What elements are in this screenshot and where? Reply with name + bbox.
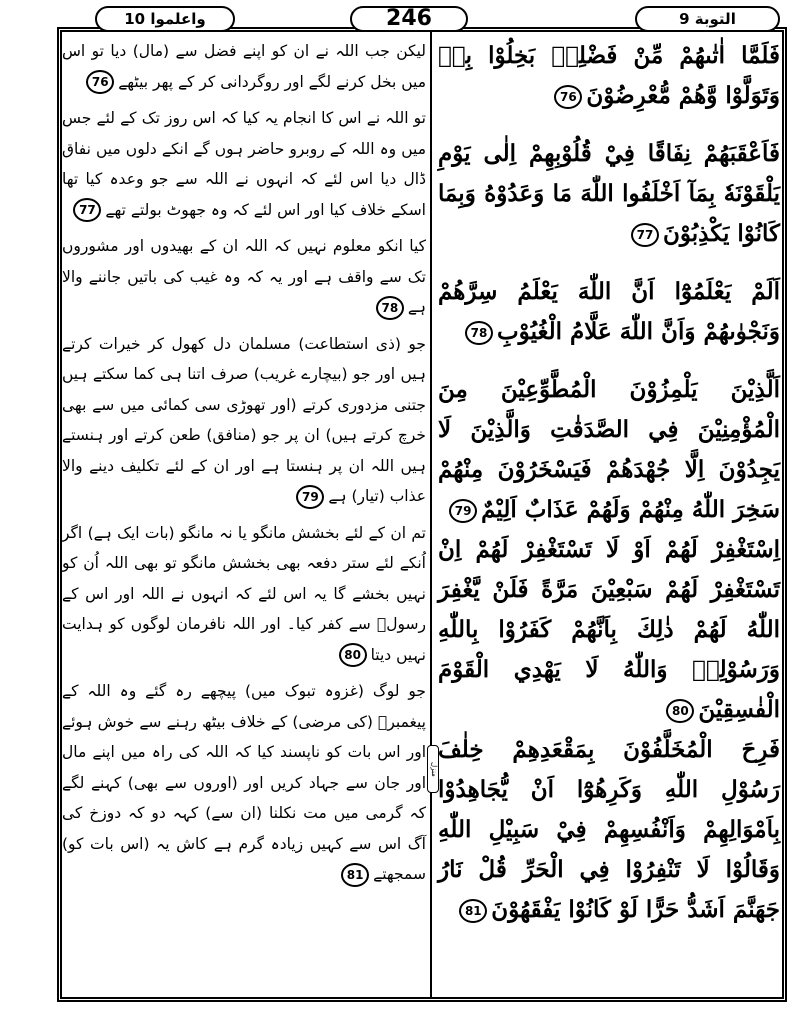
para-name-tag: واعلموا 10: [95, 6, 235, 32]
translation-text: جو (ذی استطاعت) مسلمان دل کھول کر خیرات کرتے ہیں اور جو (بیچارے غریب) صرف اتنا ہی کما سکتے ہیں جتنی مزدوری کرتے (اور تھوڑی سی کمائی میں سے بھی خرچ کرتے ہیں) ان پر جو (منافق) طعن کرتے اور ہنستے ہیں اللہ ان پر ہنستا ہے اور ان کے لئے تکلیف دینے والا عذاب (تیار) ہے: [62, 334, 426, 505]
arabic-ayah: [438, 36, 780, 116]
ayah-number-badge: 78: [376, 296, 404, 320]
ayah-text: اِسْتَغْفِرْ لَهُمْ اَوْ لَا تَسْتَغْفِرْ لَهُمْ اِنْ تَسْتَغْفِرْ لَهُمْ سَبْعِيْنَ مَرَّةً فَلَنْ يَّغْفِرَ اللّٰهُ لَهُمْ ذٰلِكَ بِاَنَّهُمْ كَفَرُوْا بِاللّٰهِ وَرَسُوْلِهٖ وَاللّٰهُ لَا يَهْدِي الْقَوْمَ الْفٰسِقِيْنَ: [438, 536, 780, 723]
ayah-number-badge: 79: [449, 499, 477, 523]
ayah-text: اَلَمْ يَعْلَمُوْٓا اَنَّ اللّٰهَ يَعْلَمُ سِرَّهُمْ وَنَجْوٰىهُمْ وَاَنَّ اللّٰهَ عَلَّامُ الْغُيُوْبِ: [438, 278, 780, 345]
arabic-column: [438, 36, 780, 930]
ayah-number-badge: 80: [666, 699, 694, 723]
ayah-number-badge: 77: [73, 198, 101, 222]
ayah-text: فَلَمَّا اٰتٰىهُمْ مِّنْ فَضْلِهٖ بَخِلُوْا بِهٖ وَتَوَلَّوْا وَّهُمْ مُّعْرِضُوْنَ: [438, 42, 780, 109]
ayah-text: فَاَعْقَبَهُمْ نِفَاقًا فِيْ قُلُوْبِهِمْ اِلٰى يَوْمِ يَلْقَوْنَهٗ بِمَآ اَخْلَفُوا اللّٰهَ مَا وَعَدُوْهُ وَبِمَا كَانُوْا يَكْذِبُوْنَ: [438, 140, 780, 247]
arabic-ayah: [438, 370, 780, 530]
urdu-translation: [62, 103, 426, 225]
ayah-number-badge: 76: [86, 70, 114, 94]
arabic-ayah: [438, 730, 780, 930]
urdu-translation: [62, 518, 426, 671]
translation-text: کیا انکو معلوم نہیں کہ اللہ ان کے بھیدوں اور مشوروں تک سے واقف ہے اور یہ کہ وہ غیب کی باتیں جاننے والا ہے: [62, 237, 426, 316]
ayah-number-badge: 80: [339, 643, 367, 667]
translation-text: لیکن جب اللہ نے ان کو اپنے فضل سے (مال) دیا تو اس میں بخل کرنے لگے اور روگردانی کر کے پھر بیٹھے: [62, 42, 426, 91]
ayah-number-badge: 78: [465, 321, 493, 345]
urdu-translation: [62, 36, 426, 97]
ayah-number-badge: 77: [631, 223, 659, 247]
manzil-mark: منزل: [427, 745, 439, 793]
arabic-ayah: [438, 530, 780, 730]
ayah-text: فَرِحَ الْمُخَلَّفُوْنَ بِمَقْعَدِهِمْ خِلٰفَ رَسُوْلِ اللّٰهِ وَكَرِهُوْٓا اَنْ يُّجَاهِدُوْا بِاَمْوَالِهِمْ وَاَنْفُسِهِمْ فِيْ سَبِيْلِ اللّٰهِ وَقَالُوْا لَا تَنْفِرُوْا فِي الْحَرِّ قُلْ نَارُ جَهَنَّمَ اَشَدُّ حَرًّا لَوْ كَانُوْا يَفْقَهُوْنَ: [438, 736, 780, 923]
page-number: 246: [350, 6, 468, 32]
ayah-number-badge: 79: [296, 485, 324, 509]
urdu-translation: [62, 231, 426, 323]
translation-text: جو لوگ (غزوہ تبوک میں) پیچھے رہ گئے وہ اللہ کے پیغمبرؐ (کی مرضی) کے خلاف بیٹھ رہنے سے خوش ہوئے اور اس بات کو ناپسند کیا کہ اللہ کی راہ میں اپنے مال اور جان سے جہاد کریں اور (اوروں سے بھی) کہنے لگے کہ گرمی میں مت نکلنا (ان سے) کہہ دو کہ دوزخ کی آگ اس سے کہیں زیادہ گرم ہے کاش یہ (اس بات کو) سمجھتے: [62, 682, 426, 883]
surah-name-tag: التوبة 9: [635, 6, 780, 32]
ayah-number-badge: 81: [459, 899, 487, 923]
column-divider: [430, 32, 432, 997]
urdu-translation: [62, 676, 426, 890]
arabic-ayah: [438, 134, 780, 254]
ayah-number-badge: 81: [341, 863, 369, 887]
translation-text: تو اللہ نے اس کا انجام یہ کیا کہ اس روز تک کے لئے جس میں وہ اللہ کے روبرو حاضر ہوں گے انکے دلوں میں نفاق ڈال دیا اس لئے کہ انہوں نے اللہ سے جو وعدہ کیا تھا اسکے خلاف کیا اور اس لئے کہ وہ جھوٹ بولتے تھے: [62, 109, 426, 219]
urdu-translation: [62, 329, 426, 512]
urdu-column: [62, 36, 426, 890]
ayah-text: اَلَّذِيْنَ يَلْمِزُوْنَ الْمُطَّوِّعِيْنَ مِنَ الْمُؤْمِنِيْنَ فِي الصَّدَقٰتِ وَالَّذِيْنَ لَا يَجِدُوْنَ اِلَّا جُهْدَهُمْ فَيَسْخَرُوْنَ مِنْهُمْ سَخِرَ اللّٰهُ مِنْهُمْ وَلَهُمْ عَذَابٌ اَلِيْمٌ: [438, 376, 780, 523]
arabic-ayah: [438, 272, 780, 352]
ayah-number-badge: 76: [554, 85, 582, 109]
translation-text: تم ان کے لئے بخشش مانگو یا نہ مانگو (بات ایک ہے) اگر اُنکے لئے ستر دفعہ بھی بخشش مانگو تو بھی اللہ اُن کو نہیں بخشے گا یہ اس لئے کہ انہوں نے اللہ اور اس کے رسولؐ سے کفر کیا۔ اور اللہ نافرمان لوگوں کو ہدایت نہیں دیتا: [62, 523, 426, 664]
